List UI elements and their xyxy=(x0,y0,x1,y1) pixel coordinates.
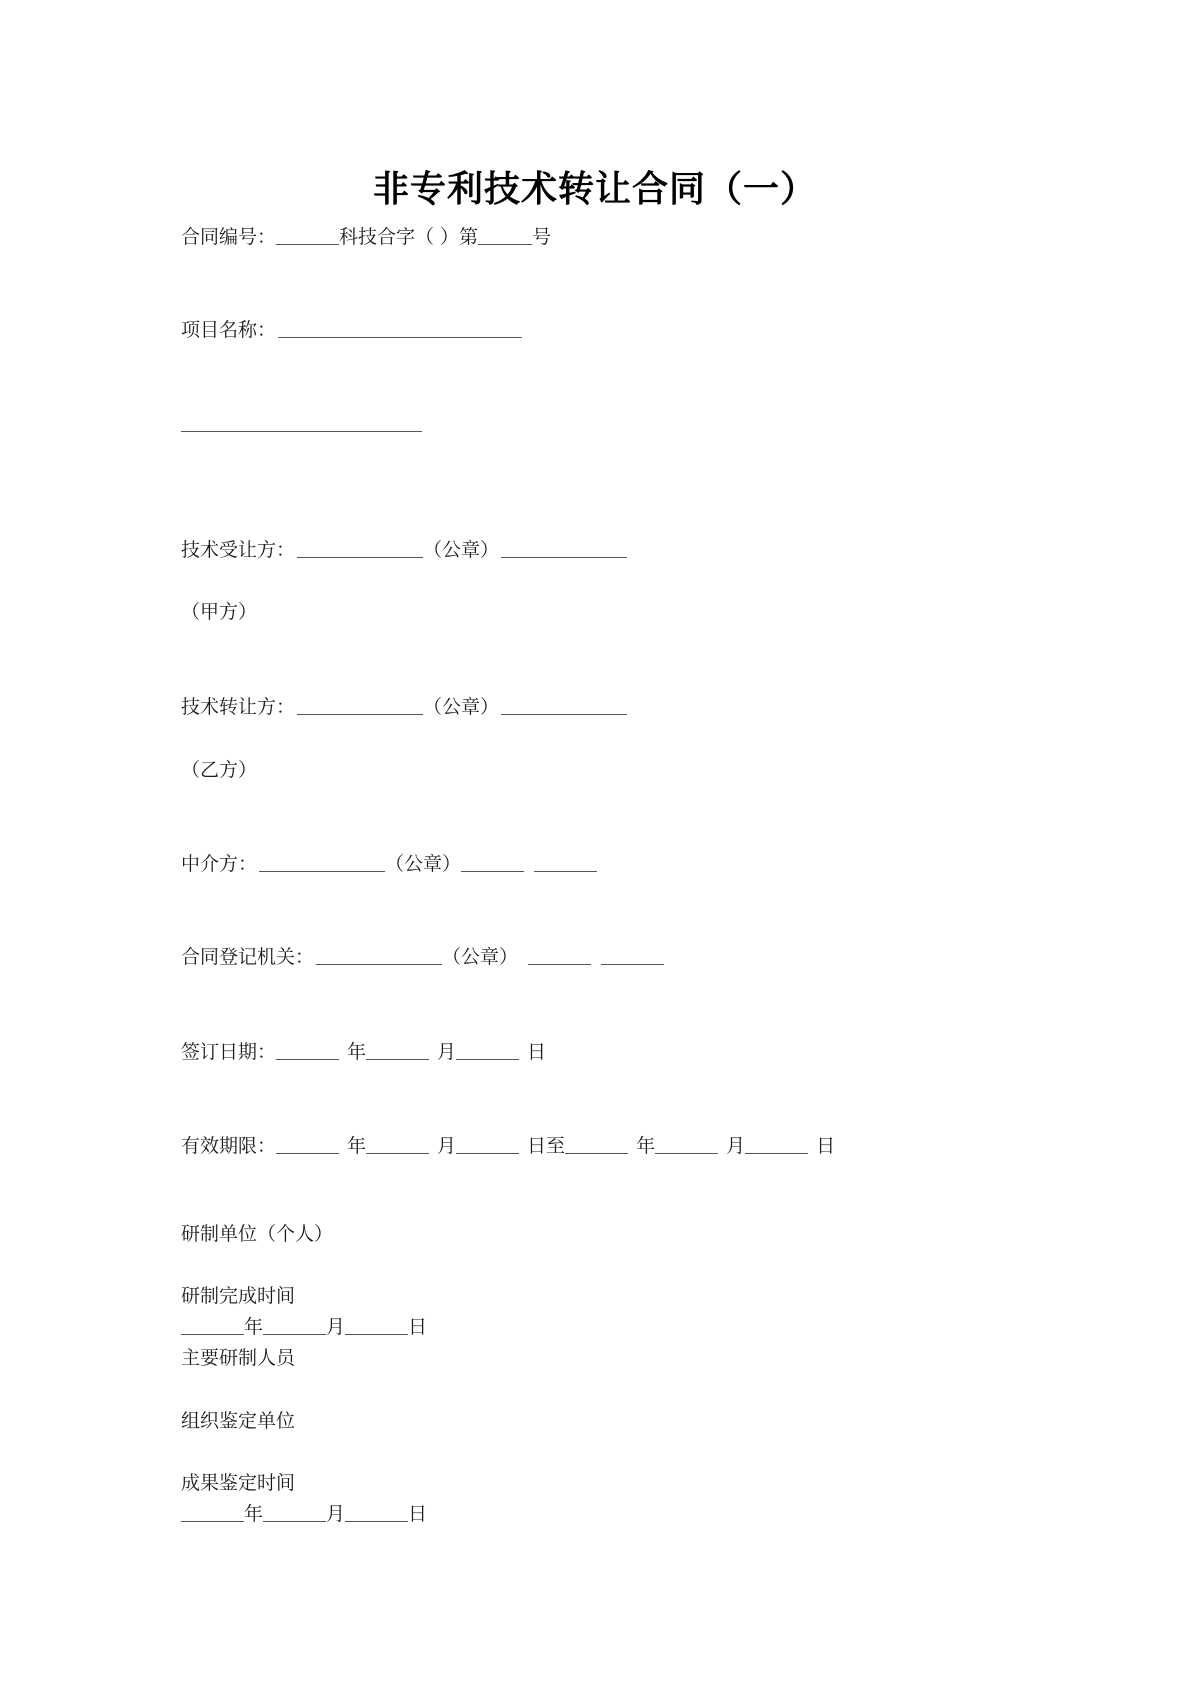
validity-start-month-unit: 月 xyxy=(437,1135,457,1157)
validity-end-year-unit: 年 xyxy=(636,1135,656,1157)
transferor-row xyxy=(181,694,627,720)
development-unit-row xyxy=(181,1221,333,1247)
registration-authority-label: 合同登记机关： xyxy=(181,946,315,968)
development-year-blank[interactable] xyxy=(181,1316,244,1335)
validity-start-year-blank[interactable] xyxy=(276,1135,339,1154)
registration-authority-blank-3[interactable] xyxy=(601,946,664,965)
transferee-label: 技术受让方： xyxy=(181,539,296,561)
registration-authority-blank-2[interactable] xyxy=(528,946,591,965)
development-completion-date-row xyxy=(181,1314,427,1340)
transferor-role: （乙方） xyxy=(181,759,258,781)
registration-authority-row xyxy=(181,944,664,970)
validity-label: 有效期限： xyxy=(181,1135,277,1157)
intermediary-row xyxy=(181,851,597,877)
project-name-label: 项目名称： xyxy=(181,319,277,341)
signing-date-label: 签订日期： xyxy=(181,1041,277,1063)
contract-number-label: 合同编号： xyxy=(181,226,277,248)
appraisal-org-row xyxy=(181,1408,295,1434)
transferee-role-row xyxy=(181,599,257,625)
validity-start-year-unit: 年 xyxy=(347,1135,367,1157)
registration-authority-seal: （公章） xyxy=(442,946,519,968)
development-year-unit: 年 xyxy=(244,1316,264,1338)
transferee-seal: （公章） xyxy=(423,539,500,561)
intermediary-seal: （公章） xyxy=(385,853,462,875)
signing-year-blank[interactable] xyxy=(276,1041,339,1060)
validity-start-day-blank[interactable] xyxy=(456,1135,519,1154)
development-unit-label: 研制单位（个人） xyxy=(181,1223,334,1245)
transferee-role: （甲方） xyxy=(181,601,258,623)
validity-start-month-blank[interactable] xyxy=(366,1135,429,1154)
project-name-row xyxy=(181,317,522,343)
development-day-blank[interactable] xyxy=(345,1316,408,1335)
validity-end-day-blank[interactable] xyxy=(745,1135,808,1154)
development-month-blank[interactable] xyxy=(263,1316,326,1335)
signing-month-unit: 月 xyxy=(437,1041,457,1063)
transferee-name-blank[interactable] xyxy=(297,539,423,558)
main-developers-row xyxy=(181,1345,295,1371)
development-month-unit: 月 xyxy=(326,1316,346,1338)
transferor-extra-blank[interactable] xyxy=(501,696,627,715)
signing-date-row xyxy=(181,1039,546,1065)
intermediary-blank-2[interactable] xyxy=(461,853,524,872)
main-developers-label: 主要研制人员 xyxy=(181,1347,296,1369)
transferor-label: 技术转让方： xyxy=(181,696,296,718)
registration-authority-name-blank[interactable] xyxy=(316,946,442,965)
intermediary-name-blank[interactable] xyxy=(259,853,385,872)
project-name-continuation-blank[interactable] xyxy=(181,413,422,432)
development-completion-label: 研制完成时间 xyxy=(181,1285,296,1307)
validity-end-day-unit: 日 xyxy=(816,1135,836,1157)
contract-number-row xyxy=(181,224,551,250)
contract-number-blank-2[interactable] xyxy=(478,226,532,245)
transferee-row xyxy=(181,537,627,563)
appraisal-date-row xyxy=(181,1501,427,1527)
validity-end-month-blank[interactable] xyxy=(655,1135,718,1154)
document-title: 非专利技术转让合同（一） xyxy=(372,169,817,210)
development-completion-row xyxy=(181,1283,295,1309)
validity-start-day-to: 日至 xyxy=(527,1135,566,1157)
transferor-seal: （公章） xyxy=(423,696,500,718)
signing-day-unit: 日 xyxy=(527,1041,547,1063)
transferor-role-row xyxy=(181,757,257,783)
signing-month-blank[interactable] xyxy=(366,1041,429,1060)
intermediary-label: 中介方： xyxy=(181,853,258,875)
contract-number-blank-1[interactable] xyxy=(276,226,339,245)
contract-number-middle: 科技合字（ ）第 xyxy=(339,226,479,248)
appraisal-day-blank[interactable] xyxy=(345,1503,408,1522)
appraisal-time-label: 成果鉴定时间 xyxy=(181,1472,296,1494)
intermediary-blank-3[interactable] xyxy=(534,853,597,872)
contract-number-suffix: 号 xyxy=(532,226,552,248)
appraisal-day-unit: 日 xyxy=(408,1503,428,1525)
validity-period-row xyxy=(181,1133,835,1159)
transferee-extra-blank[interactable] xyxy=(501,539,627,558)
appraisal-org-label: 组织鉴定单位 xyxy=(181,1410,296,1432)
appraisal-year-blank[interactable] xyxy=(181,1503,244,1522)
project-name-blank[interactable] xyxy=(278,319,522,338)
signing-year-unit: 年 xyxy=(347,1041,367,1063)
appraisal-year-unit: 年 xyxy=(244,1503,264,1525)
appraisal-time-row xyxy=(181,1470,295,1496)
validity-end-month-unit: 月 xyxy=(726,1135,746,1157)
project-name-continuation-row xyxy=(181,411,422,437)
signing-day-blank[interactable] xyxy=(456,1041,519,1060)
transferor-name-blank[interactable] xyxy=(297,696,423,715)
appraisal-month-blank[interactable] xyxy=(263,1503,326,1522)
appraisal-month-unit: 月 xyxy=(326,1503,346,1525)
validity-end-year-blank[interactable] xyxy=(565,1135,628,1154)
development-day-unit: 日 xyxy=(408,1316,428,1338)
